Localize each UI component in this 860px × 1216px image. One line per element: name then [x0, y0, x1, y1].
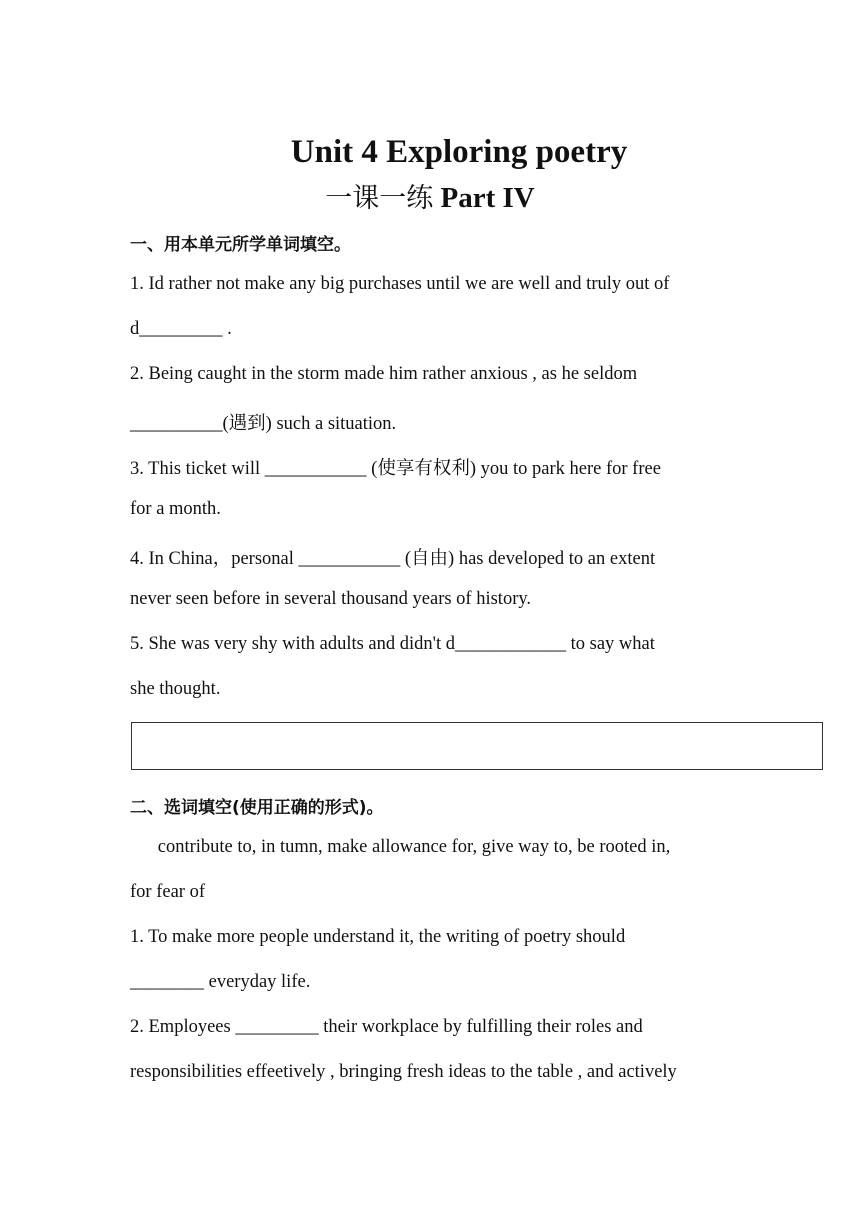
section-1-line: __________(遇到) such a situation.: [130, 414, 397, 434]
section-1-line: 5. She was very shy with adults and didn't d____________ to say what: [130, 634, 655, 654]
subtitle-part: Part IV: [440, 182, 535, 214]
section-1-line: 4. In China，personal ___________ (自由) has developed to an extent: [130, 549, 656, 569]
section-1-line: d_________ .: [130, 319, 232, 339]
section-2-line: 1. To make more people understand it, the writing of poetry should: [130, 927, 626, 947]
section-2-line: ________ everyday life.: [130, 972, 311, 992]
section-2-line: 2. Employees _________ their workplace by fulfilling their roles and: [130, 1017, 643, 1037]
section-1-line: 3. This ticket will ___________ (使享有权利) you to park here for free: [130, 459, 661, 479]
section-1-line: never seen before in several thousand years of history.: [130, 589, 532, 609]
section-2-line: responsibilities effeetively , bringing fresh ideas to the table , and actively: [130, 1062, 677, 1082]
word-bank-line: contribute to, in tumn, make allowance for, give way to, be rooted in,: [130, 837, 671, 857]
subtitle-chinese: 一课一练: [325, 183, 434, 214]
section-1-line: she thought.: [130, 679, 221, 699]
page-title: Unit 4 Exploring poetry: [290, 134, 628, 170]
section-1-line: 1. Id rather not make any big purchases until we are well and truly out of: [130, 274, 670, 294]
section-2-heading: 二、选词填空(使用正确的形式)。: [130, 798, 384, 818]
section-1-line: 2. Being caught in the storm made him rather anxious , as he seldom: [130, 364, 638, 384]
section-1-line: for a month.: [130, 499, 221, 519]
section-1-heading: 一、用本单元所学单词填空。: [130, 235, 351, 255]
page-subtitle: [0, 176, 860, 215]
answer-box[interactable]: [131, 722, 823, 770]
word-bank-line: for fear of: [130, 882, 205, 902]
